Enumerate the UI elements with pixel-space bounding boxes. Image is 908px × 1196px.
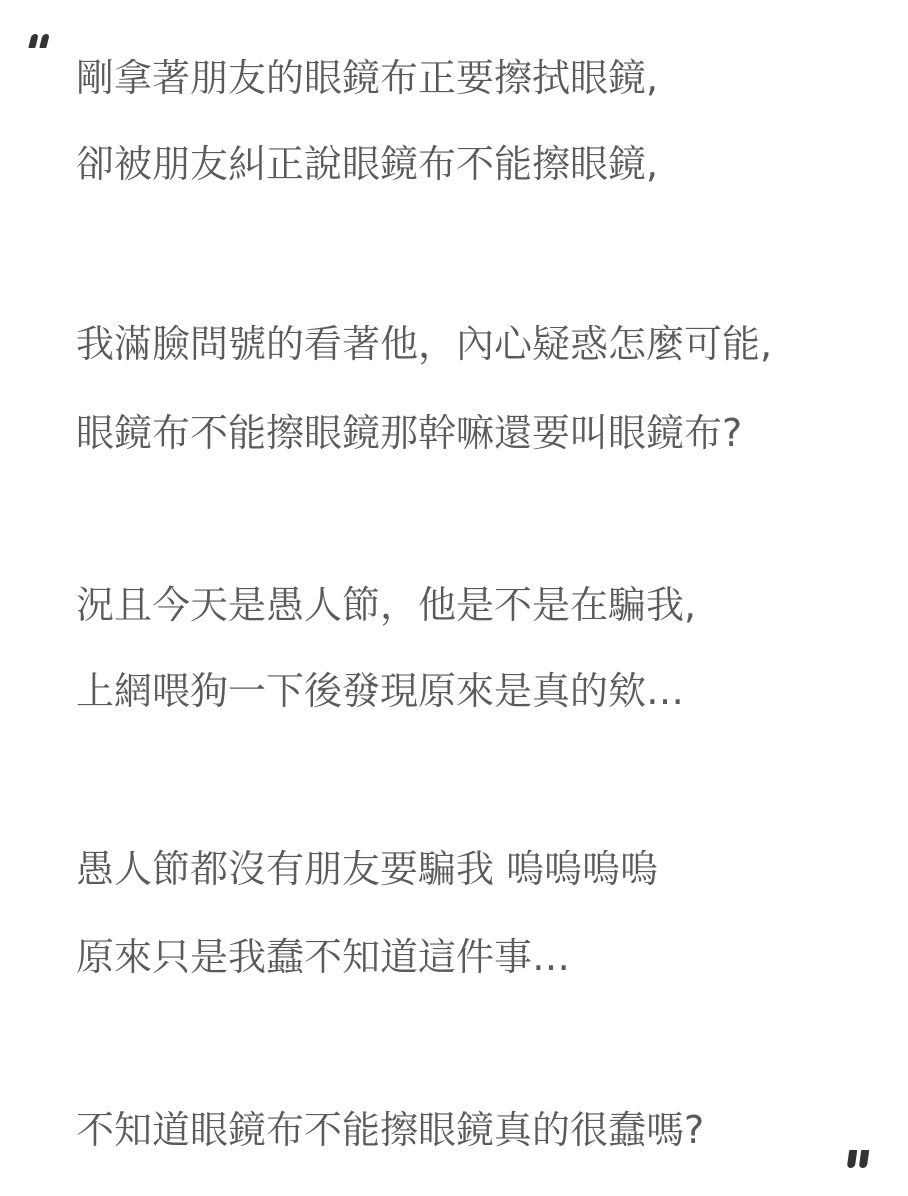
open-quote-bar [28,34,38,48]
quote-line: 剛拿著朋友的眼鏡布正要擦拭眼鏡, [76,56,659,100]
quote-line: 況且今天是愚人節，他是不是在騙我, [76,583,697,627]
quote-line: 不知道眼鏡布不能擦眼鏡真的很蠢嗎? [76,1108,705,1152]
quote-line: 眼鏡布不能擦眼鏡那幹嘛還要叫眼鏡布? [76,411,743,455]
close-quote-icon [848,1150,868,1168]
open-quote-icon [30,34,48,48]
quote-line: 我滿臉問號的看著他，內心疑惑怎麼可能, [76,322,773,366]
quote-line: 上網喂狗一下後發現原來是真的欸… [76,669,685,713]
quote-line: 卻被朋友糾正說眼鏡布不能擦眼鏡, [76,142,659,186]
close-quote-bar [847,1150,858,1168]
quote-line: 原來只是我蠢不知道這件事… [76,935,571,979]
close-quote-bar [859,1150,870,1168]
quote-line: 愚人節都沒有朋友要騙我 嗚嗚嗚嗚 [76,847,659,891]
open-quote-bar [39,34,49,48]
